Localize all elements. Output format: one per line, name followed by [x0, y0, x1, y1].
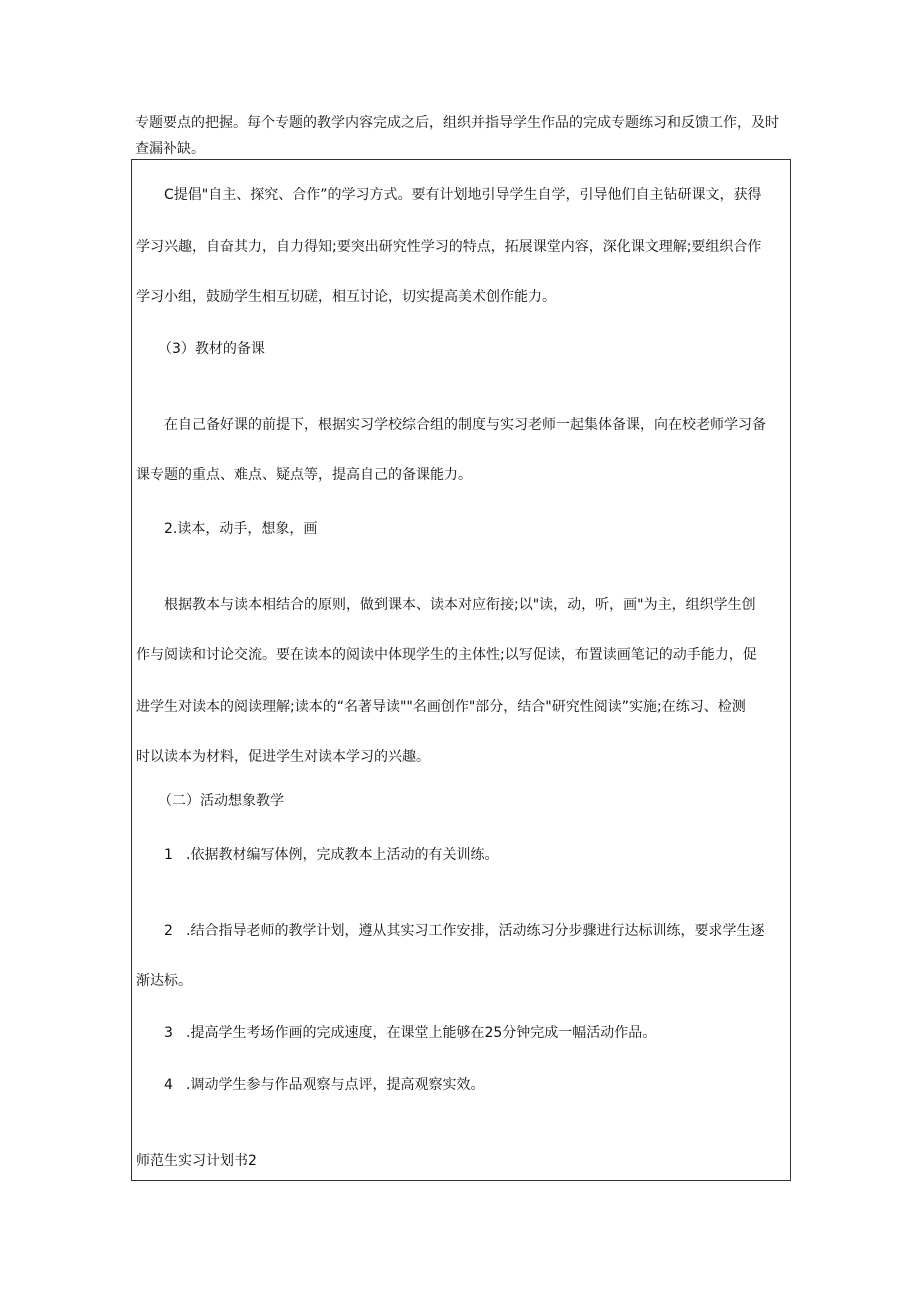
paragraph-line: 学习兴趣，自奋其力，自力得知;要突出研究性学习的特点，拓展课堂内容，深化课文理解;要组织合作 [136, 239, 762, 255]
list-item [164, 844, 498, 864]
paragraph-line: 作与阅读和讨论交流。要在读本的阅读中体现学生的主体性;以写促读，布置读画笔记的动手能力，促 [136, 647, 757, 663]
list-number: 4 [164, 1077, 173, 1093]
list-number: 3 [164, 1025, 173, 1041]
paragraph-line: 根据教本与读本相结合的原则，做到课本、读本对应衔接;以"读，动，听，画"为主，组织学生创 [164, 597, 756, 613]
paragraph-line: 在自己备好课的前提下，根据实习学校综合组的制度与实习老师一起集体备课，向在校老师学习备 [164, 417, 766, 433]
list-text: .结合指导老师的教学计划，遵从其实习工作安排，活动练习分步骤进行达标训练，要求学生逐 [186, 923, 765, 939]
section-heading: （二）活动想象教学 [158, 793, 284, 809]
paragraph-line: 进学生对读本的阅读理解;读本的“名著导读""名画创作"部分，结合"研究性阅读”实施;在练习、检测 [136, 699, 746, 715]
paragraph-line: 课专题的重点、难点、疑点等，提高自己的备课能力。 [136, 467, 472, 483]
list-item-continuation: 渐达标。 [136, 973, 192, 989]
list-item [164, 1022, 656, 1042]
footer-title: 师范生实习计划书2 [136, 1153, 257, 1169]
section-heading: 2.读本，动手，想象，画 [164, 521, 318, 537]
list-number: 1 [164, 847, 173, 863]
content-box [131, 159, 791, 1181]
paragraph-line: 学习小组，鼓励学生相互切磋，相互讨论，切实提高美术创作能力。 [136, 289, 556, 305]
list-text: .调动学生参与作品观察与点评，提高观察实效。 [186, 1077, 485, 1093]
list-text: .提高学生考场作画的完成速度，在课堂上能够在25分钟完成一幅活动作品。 [186, 1025, 657, 1041]
section-heading: （3）教材的备课 [158, 341, 265, 357]
paragraph-line: 时以读本为材料，促进学生对读本学习的兴趣。 [136, 749, 430, 765]
list-text: .依据教材编写体例，完成教本上活动的有关训练。 [186, 847, 499, 863]
list-item [164, 920, 764, 940]
list-number: 2 [164, 923, 173, 939]
intro-paragraph: 专题要点的把握。每个专题的教学内容完成之后，组织并指导学生作品的完成专题练习和反馈工作，及时查漏补缺。 [135, 115, 779, 157]
list-item [164, 1074, 484, 1094]
paragraph-line: C提倡"自主、探究、合作”的学习方式。要有计划地引导学生自学，引导他们自主钻研课文，获得 [164, 187, 762, 203]
